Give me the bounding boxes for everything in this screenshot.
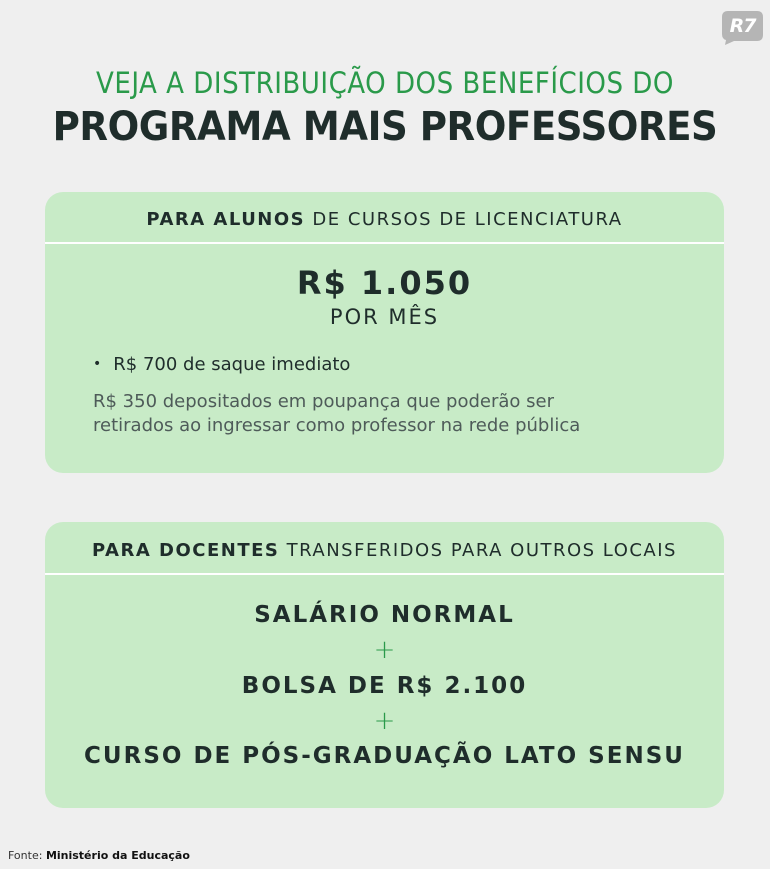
bullet-item — [93, 354, 350, 375]
heading-rest: TRANSFERIDOS PARA OUTROS LOCAIS — [286, 540, 677, 561]
bullet-dot-icon: • — [93, 356, 102, 372]
teachers-card — [45, 522, 724, 808]
page-title: PROGRAMA MAIS PROFESSORES — [52, 104, 718, 150]
heading-bold: PARA ALUNOS — [146, 209, 306, 230]
heading-rest: DE CURSOS DE LICENCIATURA — [312, 209, 623, 230]
source-credit — [8, 849, 190, 862]
benefit-postgrad: CURSO DE PÓS-GRADUAÇÃO LATO SENSU — [84, 743, 685, 769]
plus-icon: + — [373, 635, 396, 665]
students-card — [45, 192, 724, 473]
r7-logo — [722, 11, 763, 45]
source-value: Ministério da Educação — [45, 849, 190, 862]
note-line-2: retirados ao ingressar como professor na rede pública — [93, 415, 581, 436]
heading-bold: PARA DOCENTES — [92, 540, 280, 561]
period-label: POR MÊS — [329, 305, 440, 329]
logo-text: R7 — [729, 15, 756, 37]
note-line-1: R$ 350 depositados em poupança que poderão ser — [93, 391, 554, 412]
students-card-heading — [45, 192, 724, 244]
benefit-scholarship: BOLSA DE R$ 2.100 — [241, 673, 528, 699]
plus-icon: + — [373, 706, 396, 736]
subtitle: VEJA A DISTRIBUIÇÃO DOS BENEFÍCIOS DO — [96, 66, 674, 100]
benefit-salary: SALÁRIO NORMAL — [254, 602, 515, 628]
source-label: Fonte: — [8, 849, 43, 862]
teachers-card-heading — [45, 522, 724, 575]
savings-note — [93, 390, 693, 438]
bullet-text: R$ 700 de saque imediato — [113, 354, 351, 375]
monthly-amount: R$ 1.050 — [296, 264, 473, 302]
